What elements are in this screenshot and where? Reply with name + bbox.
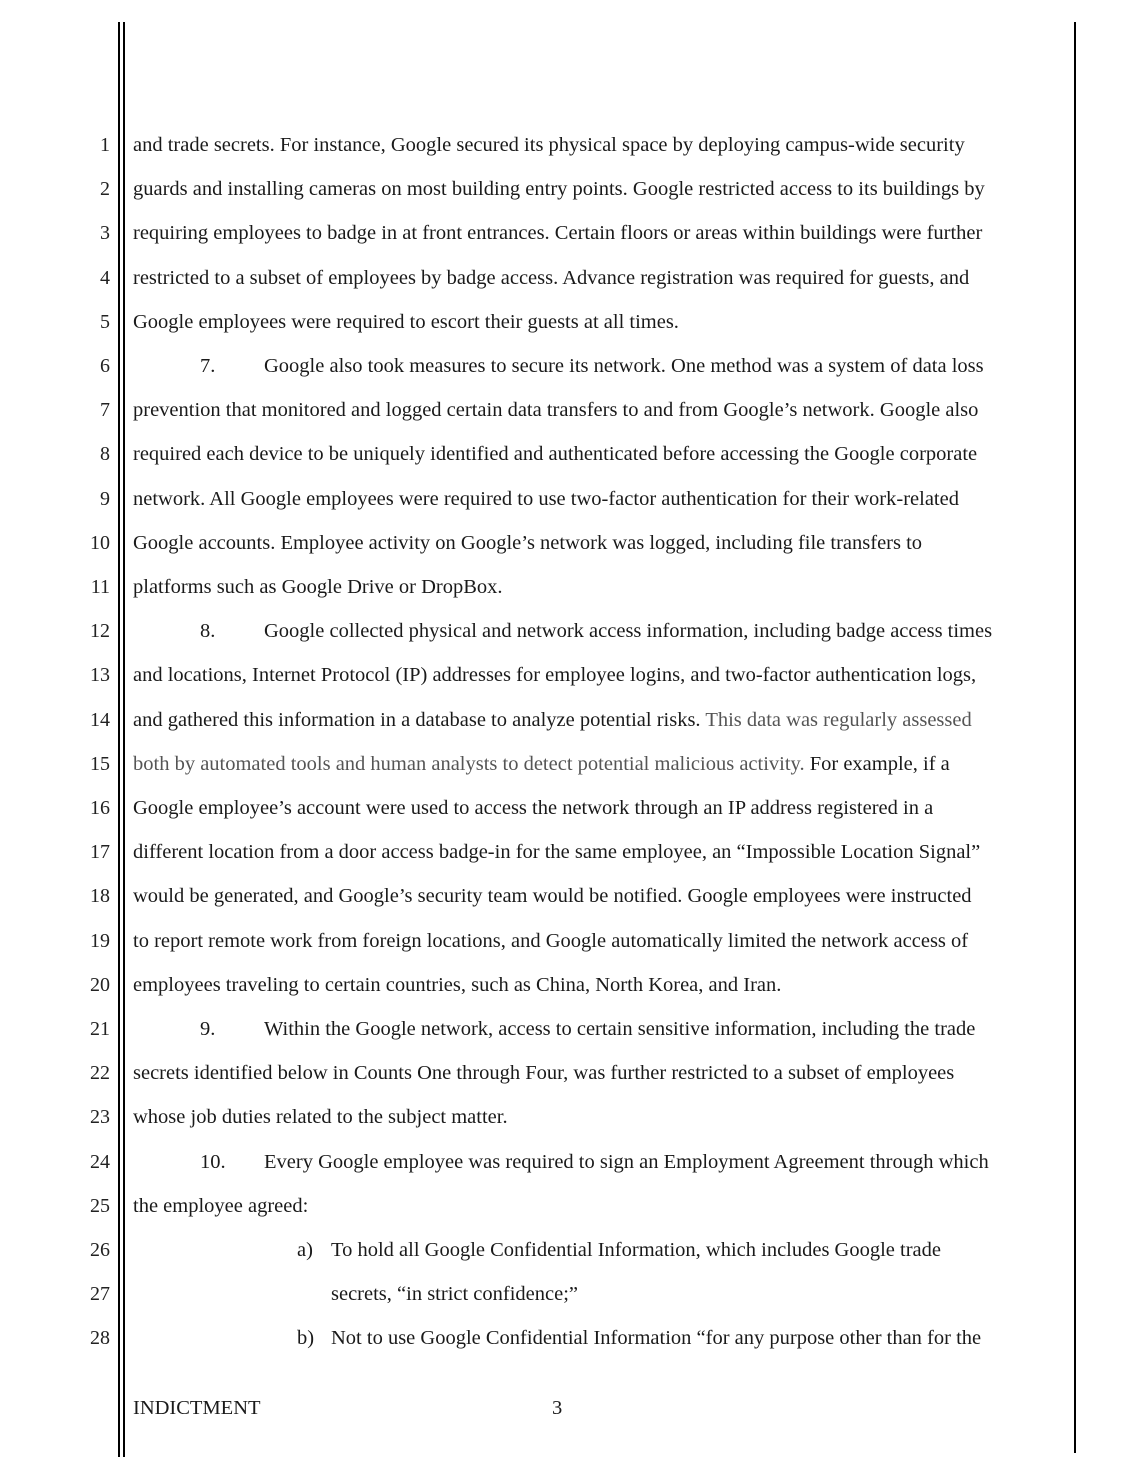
line-text: Google employee’s account were used to access the network through an IP address registered in a — [133, 797, 934, 819]
text-line — [133, 661, 976, 689]
line-number: 24 — [90, 1150, 110, 1173]
text-line — [133, 485, 959, 513]
paragraph-number: 9. — [200, 1018, 216, 1040]
text-line — [133, 706, 972, 734]
line-number: 8 — [100, 443, 110, 466]
text-line — [133, 971, 781, 999]
line-number: 11 — [90, 576, 110, 598]
line-number: 17 — [90, 841, 110, 864]
text-line — [133, 1236, 941, 1264]
line-text: platforms such as Google Drive or DropBox. — [133, 576, 503, 598]
text-line — [133, 1103, 508, 1131]
list-item-text: To hold all Google Confidential Information, which includes Google trade — [331, 1239, 942, 1261]
line-text: Within the Google network, access to certain sensitive information, including the trade — [264, 1018, 976, 1040]
text-line — [133, 573, 503, 601]
footer-document-title: INDICTMENT — [133, 1397, 261, 1419]
line-text: Google employees were required to escort their guests at all times. — [133, 310, 679, 333]
line-number: 9 — [100, 487, 110, 510]
text-line — [133, 794, 933, 822]
line-number: 23 — [90, 1106, 110, 1129]
line-number: 26 — [90, 1239, 110, 1261]
list-marker: a) — [297, 1239, 313, 1261]
text-line — [133, 1015, 975, 1043]
line-text: the employee agreed: — [133, 1194, 309, 1217]
text-line — [133, 264, 969, 292]
text-line — [133, 219, 982, 247]
paragraph-number: 8. — [200, 620, 216, 643]
line-text: would be generated, and Google’s security team would be notified. Google employees were instructed — [133, 885, 972, 908]
line-text: whose job duties related to the subject matter. — [133, 1106, 508, 1129]
line-text: to report remote work from foreign locations, and Google automatically limited the network access of — [133, 929, 969, 952]
paragraph-number: 7. — [200, 355, 216, 377]
line-number: 15 — [90, 752, 110, 775]
line-text-grey: This data was regularly assessed — [705, 708, 972, 731]
text-line — [133, 927, 968, 955]
text-line — [133, 529, 922, 557]
line-number: 10 — [90, 531, 110, 554]
text-line — [133, 1148, 989, 1176]
line-text: restricted to a subset of employees by badge access. Advance registration was required for guests, and — [133, 266, 970, 289]
line-number: 19 — [90, 929, 110, 952]
line-text: secrets identified below in Counts One through Four, was further restricted to a subset of employees — [133, 1062, 955, 1085]
line-number: 25 — [90, 1194, 110, 1217]
line-number: 1 — [100, 134, 110, 156]
line-text: guards and installing cameras on most building entry points. Google restricted access to its buildings by — [133, 178, 985, 201]
line-text: different location from a door access badge-in for the same employee, an “Impossible Location Signal” — [133, 841, 981, 864]
line-number: 22 — [90, 1062, 110, 1085]
right-margin-rule — [1074, 22, 1076, 1453]
line-number: 13 — [90, 664, 110, 687]
line-text: Every Google employee was required to sign an Employment Agreement through which — [264, 1150, 989, 1173]
line-text: Google accounts. Employee activity on Google’s network was logged, including file transfers to — [133, 531, 923, 554]
line-number: 20 — [90, 973, 110, 996]
line-number: 3 — [100, 222, 110, 245]
line-number: 12 — [90, 620, 110, 643]
line-number: 2 — [100, 178, 110, 201]
text-line — [133, 1192, 308, 1220]
line-text: prevention that monitored and logged certain data transfers to and from Google’s network. Google also — [133, 399, 979, 422]
line-text: employees traveling to certain countries, such as China, North Korea, and Iran. — [133, 973, 782, 996]
line-number: 27 — [90, 1283, 110, 1306]
text-line — [133, 1059, 954, 1087]
text-line — [133, 396, 978, 424]
text-line — [133, 882, 972, 910]
line-number: 5 — [100, 310, 110, 333]
list-marker: b) — [297, 1327, 315, 1350]
left-margin-rule-outer — [118, 22, 120, 1457]
text-line — [133, 131, 965, 159]
text-line — [133, 1280, 578, 1308]
line-text: requiring employees to badge in at front entrances. Certain floors or areas within buildings were further — [133, 222, 983, 245]
paragraph-number: 10. — [200, 1150, 226, 1173]
left-margin-rule-inner — [123, 22, 125, 1457]
text-line — [133, 1324, 981, 1352]
line-number: 14 — [90, 708, 110, 731]
line-number: 16 — [90, 797, 110, 819]
line-number: 4 — [100, 266, 110, 289]
line-number: 18 — [90, 885, 110, 908]
text-line — [133, 838, 980, 866]
line-text: Google collected physical and network access information, including badge access times — [264, 620, 993, 643]
line-text: and locations, Internet Protocol (IP) addresses for employee logins, and two-factor authentication logs, — [133, 664, 977, 687]
line-text: network. All Google employees were required to use two-factor authentication for their work-related — [133, 487, 959, 510]
list-item-text: Not to use Google Confidential Information “for any purpose other than for the — [331, 1327, 982, 1350]
line-text: Google also took measures to secure its network. One method was a system of data loss — [264, 355, 984, 377]
line-text: and gathered this information in a database to analyze potential risks. — [133, 708, 706, 731]
line-number: 28 — [90, 1327, 110, 1350]
text-line — [133, 175, 985, 203]
line-text: and trade secrets. For instance, Google secured its physical space by deploying campus-wide security — [133, 134, 965, 156]
line-text: For example, if a — [804, 752, 950, 775]
line-number: 21 — [90, 1018, 110, 1040]
line-number: 6 — [100, 355, 110, 377]
line-number: 7 — [100, 399, 110, 422]
text-line — [133, 617, 992, 645]
footer-page-number: 3 — [552, 1397, 563, 1419]
line-text: required each device to be uniquely identified and authenticated before accessing the Google corporate — [133, 443, 978, 466]
line-text-grey: both by automated tools and human analysts to detect potential malicious activity. — [133, 752, 805, 775]
text-line — [133, 308, 679, 336]
text-line — [133, 352, 984, 380]
text-line — [133, 750, 950, 778]
text-line — [133, 440, 977, 468]
list-item-text: secrets, “in strict confidence;” — [331, 1283, 579, 1306]
